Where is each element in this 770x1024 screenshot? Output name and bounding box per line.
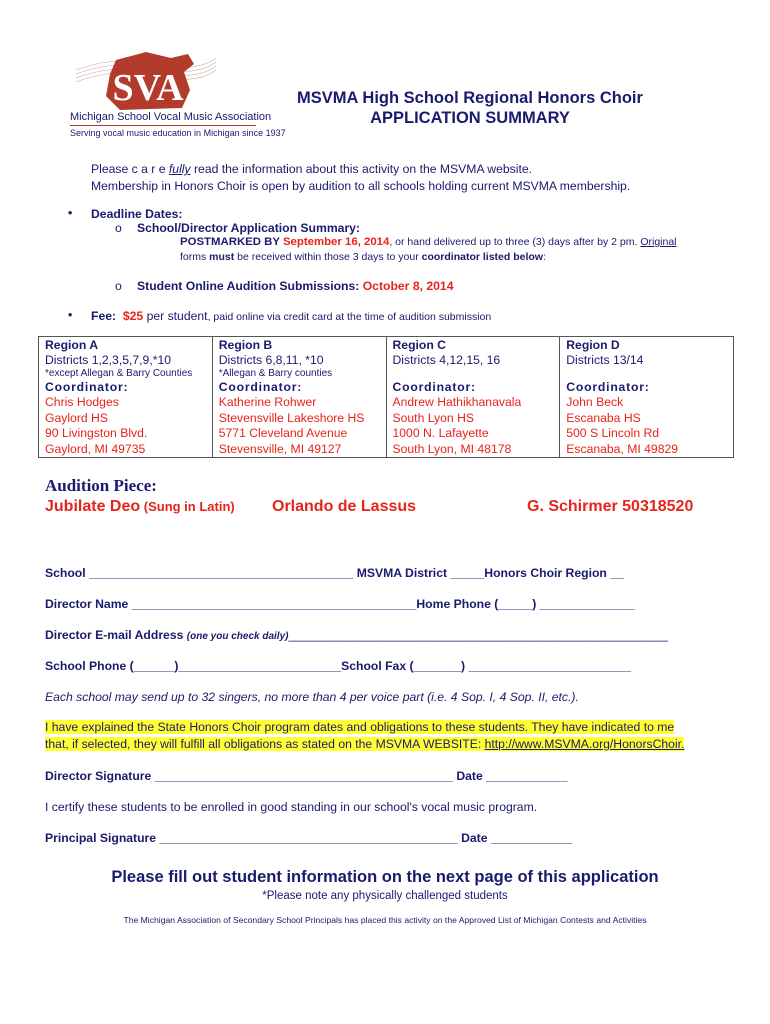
challenged-note: *Please note any physically challenged students xyxy=(262,890,508,902)
membership-text: Membership in Honors Choir is open by audition to all schools holding current MSVMA membership. xyxy=(91,179,631,193)
intro-text: Please c a r e xyxy=(91,162,169,176)
bullet: • xyxy=(68,206,73,220)
logo-letters: SVA xyxy=(112,67,184,109)
email-field[interactable]: Director E-mail Address (one you check daily)________________________________________________________ xyxy=(45,628,669,642)
certify-text: I certify these students to be enrolled in good standing in our school's vocal music program. xyxy=(45,800,538,814)
region-c-coordinator: Andrew Hathikhanavala South Lyon HS 1000 N. Lafayette South Lyon, MI 48178 xyxy=(386,394,560,458)
region-b-coord-label: Coordinator: xyxy=(212,379,386,394)
region-c-name: Region C xyxy=(386,337,560,353)
page-title: MSVMA High School Regional Honors Choir xyxy=(297,89,643,107)
online-line: Student Online Audition Submissions: October 8, 2014 xyxy=(137,279,454,293)
bullet: • xyxy=(68,308,73,322)
region-b-districts: Districts 6,8,11, *10 xyxy=(212,352,386,367)
intro xyxy=(91,161,630,195)
region-c-note xyxy=(386,367,560,379)
region-a-coord-label: Coordinator: xyxy=(39,379,213,394)
audition-title: Audition Piece: xyxy=(45,476,157,495)
region-a-note: *except Allegan & Barry Counties xyxy=(39,367,213,379)
principal-signature-field[interactable]: Principal Signature ____________________________________________ Date ____________ xyxy=(45,831,573,845)
region-d-districts: Districts 13/14 xyxy=(560,352,734,367)
mhsaa-footer: The Michigan Association of Secondary School Principals has placed this activity on the Approved List of Michigan Contests and Activities xyxy=(123,915,647,925)
msvma-website-link[interactable]: http://www.MSVMA.org/HonorsChoir. xyxy=(484,737,685,751)
region-d-coord-label: Coordinator: xyxy=(560,379,734,394)
region-a-districts: Districts 1,2,3,5,7,9,*10 xyxy=(39,352,213,367)
fee-line: Fee: $25 per student, paid online via credit card at the time of audition submission xyxy=(91,309,492,323)
postmark-line: POSTMARKED BY September 16, 2014, or hand delivered up to three (3) days after by 2 pm. Original xyxy=(180,236,677,248)
forms-line: forms must be received within those 3 days to your coordinator listed below: xyxy=(180,251,546,263)
region-b-note: *Allegan & Barry counties xyxy=(212,367,386,379)
region-a-coordinator: Chris Hodges Gaylord HS 90 Livingston Blvd. Gaylord, MI 49735 xyxy=(39,394,213,458)
director-signature-field[interactable]: Director Signature ____________________________________________ Date ____________ xyxy=(45,769,568,783)
school-field[interactable]: School _______________________________________ MSVMA District _____Honors Choir Region __ xyxy=(45,566,624,580)
region-b-coordinator: Katherine Rohwer Stevensville Lakeshore HS 5771 Cleveland Avenue Stevensville, MI 49127 xyxy=(212,394,386,458)
next-page-instruction: Please fill out student information on the next page of this application xyxy=(111,868,659,886)
region-d-name: Region D xyxy=(560,337,734,353)
region-a-name: Region A xyxy=(39,337,213,353)
audition-publisher: G. Schirmer 50318520 xyxy=(527,498,694,515)
region-d-coordinator: John Beck Escanaba HS 500 S Lincoln Rd Escanaba, MI 49829 xyxy=(560,394,734,458)
region-d-note xyxy=(560,367,734,379)
director-field[interactable]: Director Name __________________________________________Home Phone (_____) ______________ xyxy=(45,597,635,611)
regions-table xyxy=(38,336,734,458)
sub-bullet: o xyxy=(115,221,122,235)
region-c-districts: Districts 4,12,15, 16 xyxy=(386,352,560,367)
intro-emphasis: fully xyxy=(168,162,191,176)
page-subtitle: APPLICATION SUMMARY xyxy=(370,109,570,127)
singers-note: Each school may send up to 32 singers, no more than 4 per voice part (i.e. 4 Sop. I, 4 Sop. II, etc.). xyxy=(45,690,579,704)
summary-label: School/Director Application Summary: xyxy=(137,221,361,235)
audition-composer: Orlando de Lassus xyxy=(272,498,417,515)
deadline-label: Deadline Dates: xyxy=(91,207,183,221)
region-c-coord-label: Coordinator: xyxy=(386,379,560,394)
logo-name: Michigan School Vocal Music Association xyxy=(70,111,272,123)
audition-piece: Jubilate Deo (Sung in Latin) xyxy=(45,498,235,515)
intro-text: read the information about this activity on the MSVMA website. xyxy=(190,162,533,176)
obligations-statement: I have explained the State Honors Choir program dates and obligations to these students. They have indicated to me that, if selected, they will fulfill all obligations as stated on the MSVMA WEBSITE: http://www.MSVMA.org/HonorsChoir. xyxy=(45,720,685,751)
region-b-name: Region B xyxy=(212,337,386,353)
phone-field[interactable]: School Phone (______)________________________School Fax (_______) ________________________ xyxy=(45,659,632,673)
sub-bullet: o xyxy=(115,279,122,293)
logo-tagline: Serving vocal music education in Michigan since 1937 xyxy=(70,128,286,138)
